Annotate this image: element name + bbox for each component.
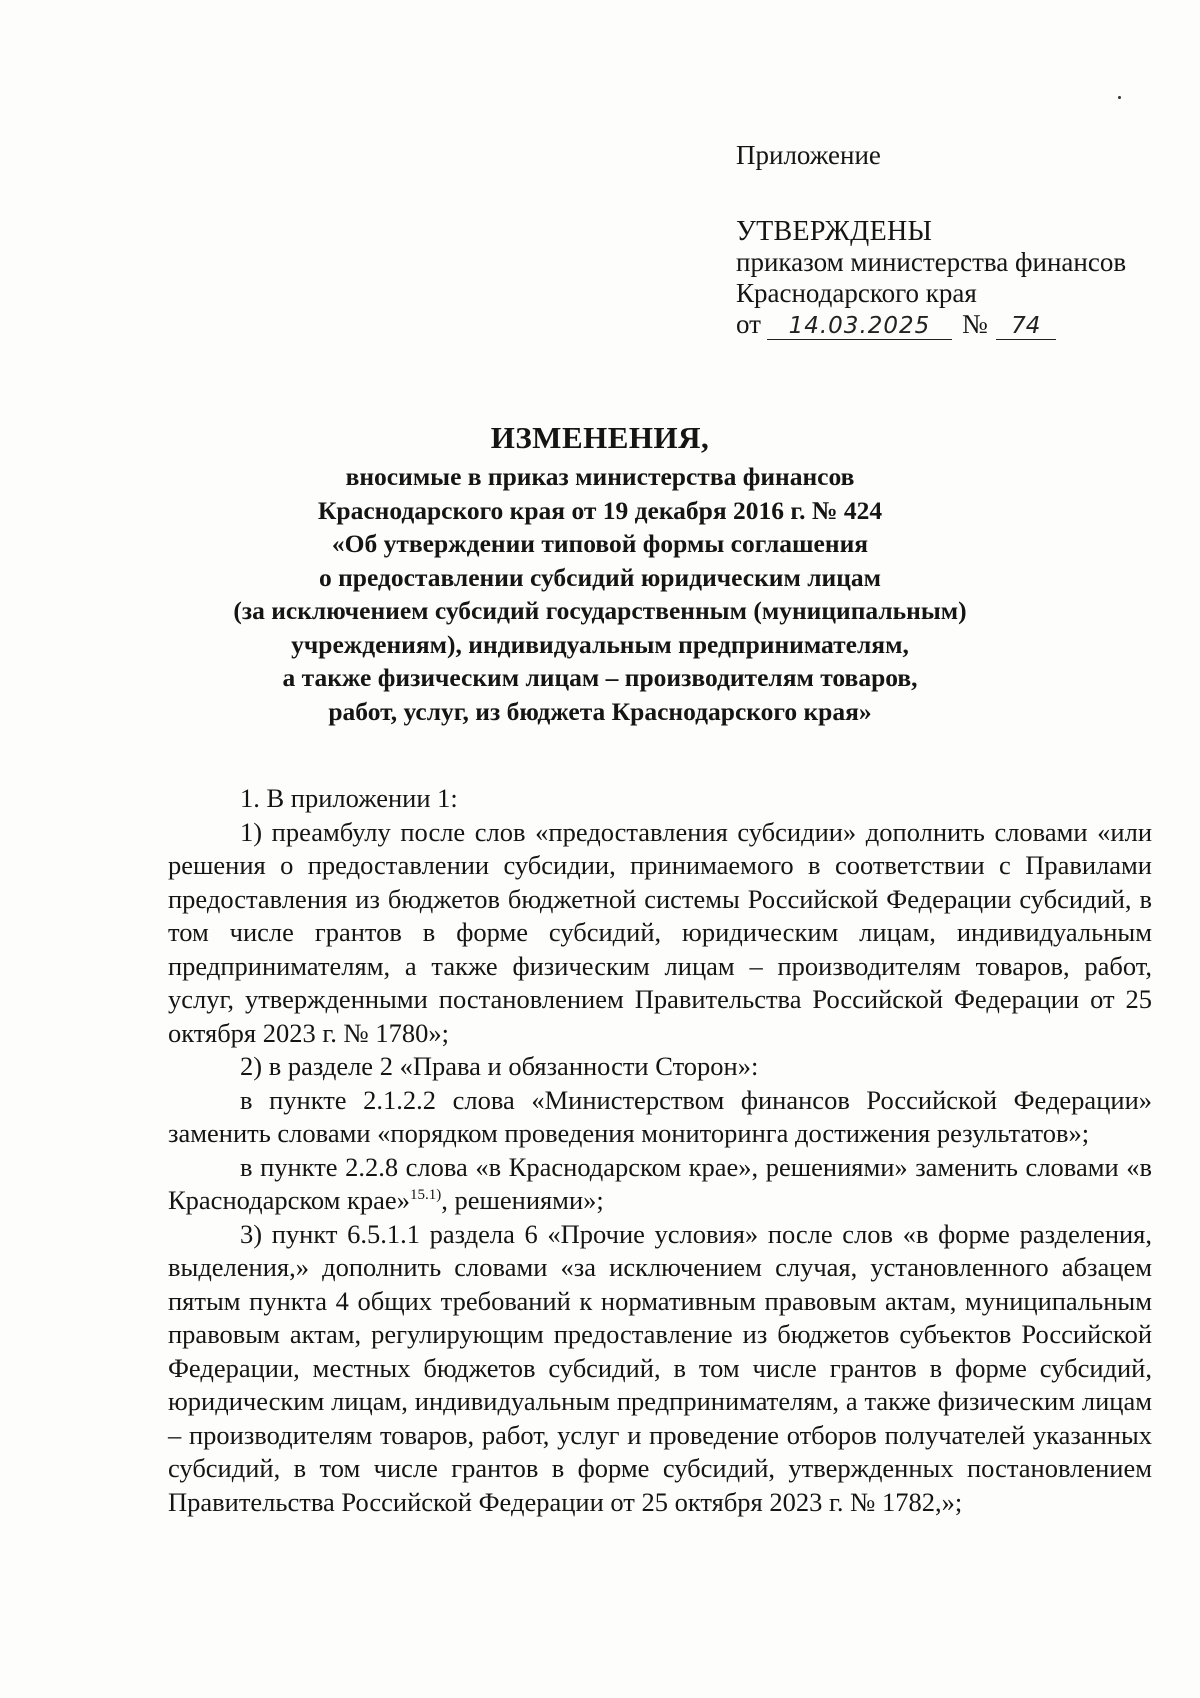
title-line: учреждениям), индивидуальным предпринимателям, [291,629,909,659]
paragraph-5-tail: , решениями»; [441,1185,604,1215]
title-line: вносимые в приказ министерства финансов [345,462,855,491]
by-order-line: приказом министерства финансов [736,247,1127,277]
title-line: работ, услуг, из бюджета Краснодарского края» [328,696,872,726]
footnote-ref: 15.1) [409,1187,442,1204]
approved-label: УТВЕРЖДЕНЫ [736,216,933,247]
region-line: Краснодарского края [736,278,977,308]
title-main: ИЗМЕНЕНИЯ, [490,420,710,455]
paragraph-6: 3) пункт 6.5.1.1 раздела 6 «Прочие условия» после слов «в форме разделения, выделения,» дополнить словами «за исключением случая, установленного абзацем пятым пункта 4 общих требований к нормативным правовым актам, муниципальным правовым актам, регулирующим предоставление из бюджетов субъектов Российской Федерации, местных бюджетов субсидий, в том числе грантов в форме субсидий, юридическим лицам, индивидуальным предпринимателям, а также физическим лицам – производителям товаров, работ, услуг и проведение отборов получателей указанных субсидий, в том числе грантов в форме субсидий, утвержденных постановлением Правительства Российской Федерации от 25 октября 2023 г. № 1782,»; [168,1218,1152,1517]
paragraph-2: 1) преамбулу после слов «предоставления субсидии» дополнить словами «или решения о предоставлении субсидии, принимаемого в соответствии с Правилами предоставления из бюджетов бюджетной системы Российской Федерации субсидий, в том числе грантов в форме субсидий, юридическим лицам, индивидуальным предпринимателям, а также физическим лицам – производителям товаров, работ, услуг, утвержденными постановлением Правительства Российской Федерации от 25 октября 2023 г. № 1780»; [168,816,1152,1048]
appendix-label: Приложение [736,140,881,170]
title-line: о предоставлении субсидий юридическим лицам [318,562,882,592]
approval-block [736,140,1176,340]
handwritten-date: 14.03.2025 [767,313,952,340]
paragraph-5-text: в пункте 2.2.8 слова «в Краснодарском крае», решениями» заменить словами «в Краснодарском крае» [168,1151,1152,1215]
document-title [130,420,1070,728]
handwritten-number: 74 [996,313,1056,340]
title-line: (за исключением субсидий государственным (муниципальным) [233,596,967,625]
order-date-line [736,309,1176,340]
paragraph-3: 2) в разделе 2 «Права и обязанности Сторон»: [240,1051,759,1081]
paragraph-4: в пункте 2.1.2.2 слова «Министерством финансов Российской Федерации» заменить словами «порядком проведения мониторинга достижения результатов»; [168,1084,1152,1148]
paragraph-1: 1. В приложении 1: [240,783,458,813]
scan-speck [1118,96,1121,99]
document-body [168,782,1152,1519]
title-line: а также физическим лицам – производителям товаров, [282,663,918,692]
paragraph-5 [168,1151,1152,1218]
title-line: Краснодарского края от 19 декабря 2016 г. № 424 [317,495,883,525]
title-line: «Об утверждении типовой формы соглашения [331,529,869,558]
number-sign: № [961,309,988,339]
date-prefix: от [736,309,761,339]
